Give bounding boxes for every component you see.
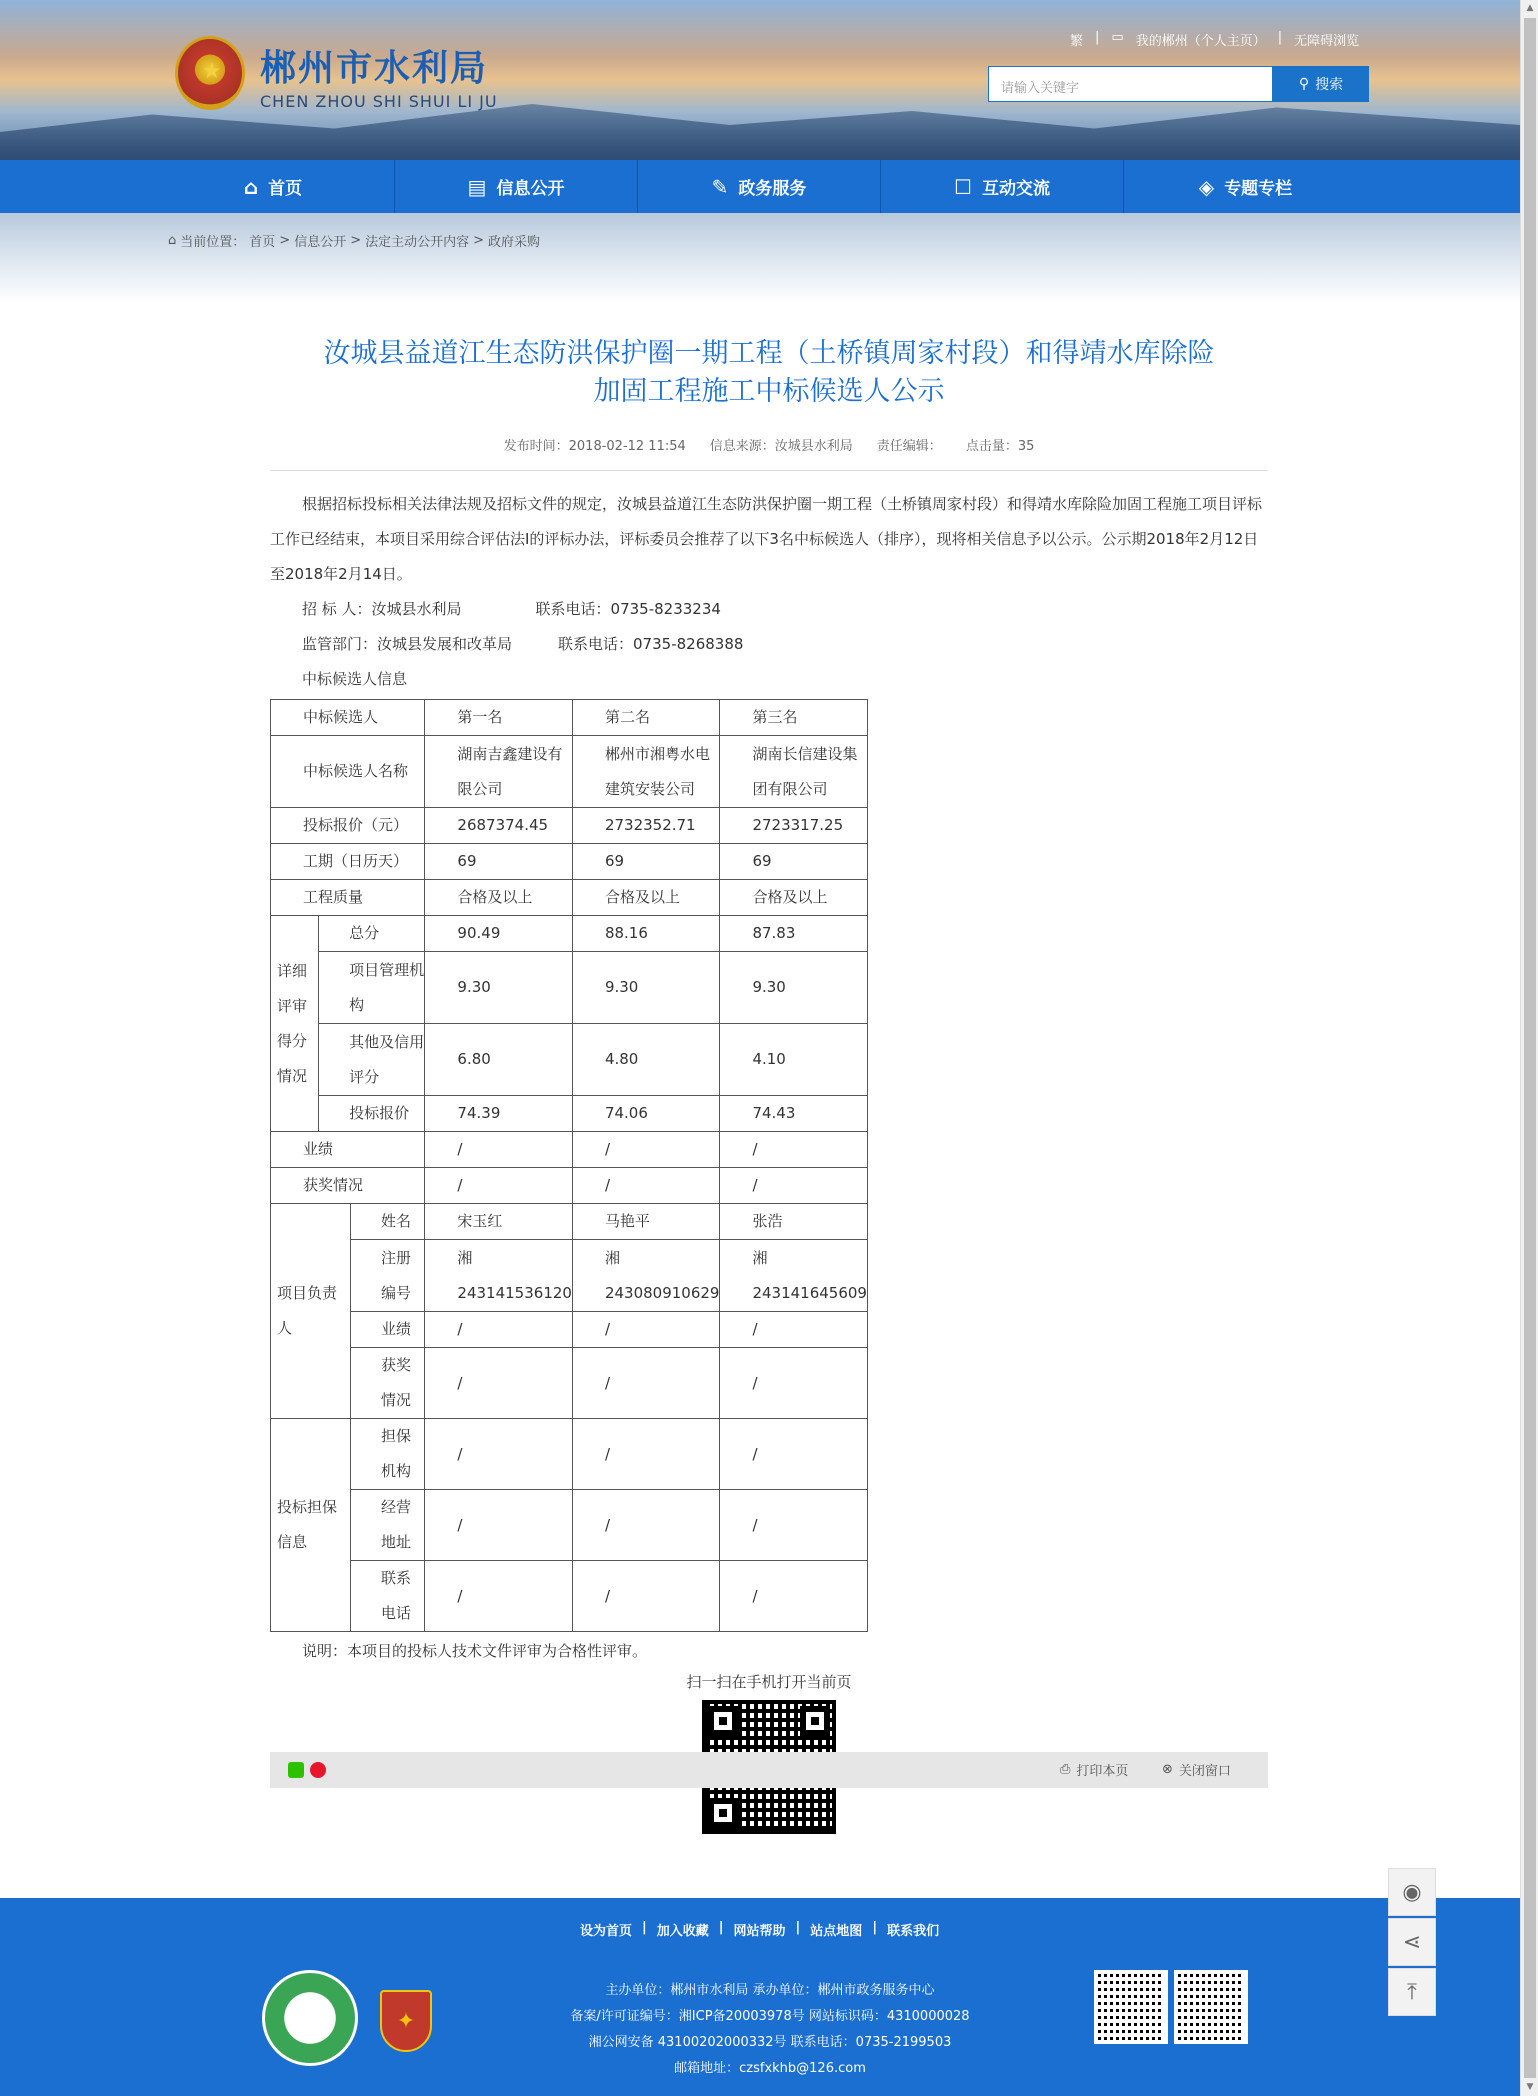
- national-emblem-icon: ★: [175, 36, 245, 110]
- nav-item-label: 信息公开: [496, 179, 565, 199]
- table-row: 其他及信用评分 6.80 4.80 4.10: [271, 1024, 868, 1096]
- nav-item-label: 首页: [268, 179, 303, 199]
- home-icon: ⌂: [243, 174, 259, 199]
- breadcrumb: ⌂ 当前位置： 首页 > 信息公开 > 法定主动公开内容 > 政府采购: [168, 233, 541, 250]
- monitor-icon: ▭: [1111, 30, 1124, 45]
- breadcrumb-item-procurement[interactable]: 政府采购: [488, 235, 541, 250]
- supervisor-line: 监管部门：汝城县发展和改革局 联系电话：0735-8268388: [302, 635, 744, 653]
- traditional-chinese-link[interactable]: 繁: [1070, 34, 1084, 49]
- nav-item-label: 专题专栏: [1224, 179, 1293, 199]
- site-subtitle: CHEN ZHOU SHI SHUI LI JU: [260, 92, 498, 111]
- divider: [270, 470, 1268, 471]
- table-row: 工程质量 合格及以上 合格及以上 合格及以上: [271, 880, 868, 916]
- back-to-top-icon[interactable]: ⤒: [1388, 1968, 1436, 2016]
- tenderer-line: 招 标 人：汝城县水利局 联系电话：0735-8233234: [302, 600, 721, 618]
- scrollbar-thumb[interactable]: [1524, 18, 1536, 2078]
- nav-item-special-topics[interactable]: [1124, 160, 1367, 213]
- footer-icp[interactable]: 备案/许可证编号：湘ICP备20003978号 网站标识码：4310000028: [570, 2009, 970, 2024]
- table-row: 业绩 / / /: [271, 1312, 868, 1348]
- nav-item-home[interactable]: [152, 160, 395, 213]
- printer-icon: ⎙: [1060, 1762, 1071, 1777]
- top-links: 繁 | ▭ 我的郴州（个人主页） | 无障碍浏览: [1070, 30, 1360, 49]
- footer-link-contact[interactable]: 联系我们: [887, 1924, 940, 1939]
- article-body: [270, 487, 1268, 1632]
- table-row: 业绩 / / /: [271, 1132, 868, 1168]
- footer-links: 设为首页 | 加入收藏 | 网站帮助 | 站点地图 | 联系我们: [580, 1920, 940, 1939]
- article-meta: [270, 435, 1268, 454]
- table-row: 投标报价（元） 2687374.45 2732352.71 2723317.25: [271, 808, 868, 844]
- table-caption: 中标候选人信息: [302, 670, 408, 688]
- scroll-up-icon[interactable]: ▲: [1526, 3, 1534, 13]
- search-input[interactable]: 请输入关键字: [988, 66, 1273, 102]
- intro-paragraph: 根据招标投标相关法律法规及招标文件的规定，汝城县益道江生态防洪保护圈一期工程（土桥镇周家村段）和得靖水库除险加固工程施工项目评标工作已经结束，本项目采用综合评估法Ⅰ的评标办法，评标委员会推荐了以下3名中标候选人（排序），现将相关信息予以公示。公示期2018年2月12日至2018年2月14日。: [270, 495, 1263, 583]
- nav-item-label: 互动交流: [981, 179, 1050, 199]
- floating-tools: [1388, 1868, 1436, 2016]
- site-footer: [0, 1898, 1520, 2096]
- layers-icon: ◈: [1198, 174, 1215, 199]
- table-row: 项目负责人 姓名 宋玉红 马艳平 张浩: [271, 1204, 868, 1240]
- table-row: 中标候选人名称 湖南吉鑫建设有限公司 郴州市湘粤水电建筑安装公司 湖南长信建设集团有限公司: [271, 736, 868, 808]
- click-count: 点击量：35: [965, 439, 1035, 454]
- nav-item-interaction[interactable]: [881, 160, 1124, 213]
- publish-time: 发布时间：2018-02-12 11:54: [503, 439, 686, 454]
- footer-sponsor: 主办单位：郴州市水利局 承办单位：郴州市政务服务中心: [605, 1983, 935, 1998]
- footer-qr-code-1: [1094, 1970, 1168, 2044]
- table-row: 联系电话 / / /: [271, 1561, 868, 1632]
- article: [270, 265, 1268, 1834]
- search-button-label: 搜索: [1315, 77, 1344, 93]
- nav-item-label: 政务服务: [738, 179, 807, 199]
- footer-link-help[interactable]: 网站帮助: [733, 1924, 786, 1939]
- table-row: 工期（日历天） 69 69 69: [271, 844, 868, 880]
- party-gov-badge-icon[interactable]: ✦: [380, 1990, 432, 2052]
- print-button[interactable]: ⎙ 打印本页: [1060, 1762, 1129, 1779]
- footer-info: [510, 1978, 1030, 2082]
- table-row: 投标报价 74.39 74.06 74.43: [271, 1096, 868, 1132]
- breadcrumb-prefix: 当前位置：: [180, 235, 246, 250]
- nav-item-gov-service[interactable]: [638, 160, 881, 213]
- page-scrollbar[interactable]: [1520, 0, 1538, 2096]
- page-title: 汝城县益道江生态防洪保护圈一期工程（土桥镇周家村段）和得靖水库除险 加固工程施工中标候选人公示: [323, 338, 1215, 407]
- table-note: 说明：本项目的投标人技术文件评审为合格性评审。: [302, 1642, 648, 1660]
- search-button[interactable]: [1273, 66, 1369, 102]
- chat-icon: ☐: [954, 174, 972, 199]
- my-chenzhou-link[interactable]: 我的郴州（个人主页）: [1135, 34, 1266, 49]
- footer-police-record[interactable]: 湘公网安备 43100202000332号 联系电话：0735-2199503: [588, 2035, 952, 2050]
- share-bar: [270, 1752, 1268, 1788]
- table-row: 注册编号 湘243141536120 湘243080910629 湘243141645609: [271, 1240, 868, 1312]
- editor: 责任编辑：: [876, 439, 942, 454]
- breadcrumb-item-statutory[interactable]: 法定主动公开内容: [365, 235, 470, 250]
- accessibility-link[interactable]: 无障碍浏览: [1294, 34, 1360, 49]
- footer-link-set-home[interactable]: 设为首页: [580, 1924, 633, 1939]
- breadcrumb-item-home[interactable]: 首页: [249, 235, 276, 250]
- nav-item-info-public[interactable]: [395, 160, 638, 213]
- footer-qr-code-2: [1174, 1970, 1248, 2044]
- table-row: 获奖情况 / / /: [271, 1168, 868, 1204]
- scroll-down-icon[interactable]: ▼: [1526, 2082, 1534, 2092]
- table-row: 获奖情况 / / /: [271, 1348, 868, 1419]
- edit-icon: ✎: [711, 174, 729, 199]
- home-icon: ⌂: [168, 233, 177, 248]
- table-row: 中标候选人 第一名 第二名 第三名: [271, 700, 868, 736]
- breadcrumb-item-info-public[interactable]: 信息公开: [294, 235, 347, 250]
- close-window-button[interactable]: ⊗ 关闭窗口: [1162, 1762, 1231, 1779]
- table-row: 投标担保信息 担保机构 / / /: [271, 1419, 868, 1490]
- civilized-unit-badge-icon[interactable]: [262, 1970, 358, 2066]
- wechat-icon[interactable]: ◉: [1388, 1868, 1436, 1916]
- main-nav: [0, 160, 1520, 213]
- document-icon: ▤: [467, 174, 487, 199]
- table-row: 项目管理机构 9.30 9.30 9.30: [271, 952, 868, 1024]
- close-icon: ⊗: [1162, 1762, 1173, 1777]
- weibo-share-icon[interactable]: [310, 1762, 326, 1778]
- site-title[interactable]: 郴州市水利局: [260, 48, 489, 89]
- candidate-table: [270, 699, 868, 1632]
- qr-label: 扫一扫在手机打开当前页: [686, 1673, 852, 1691]
- info-source: 信息来源：汝城县水利局: [709, 439, 853, 454]
- search-icon: ⚲: [1298, 76, 1310, 92]
- table-row: 详细评审得分情况 总分 90.49 88.16 87.83: [271, 916, 868, 952]
- site-header: [0, 0, 1520, 160]
- wechat-share-icon[interactable]: [288, 1762, 304, 1778]
- footer-link-sitemap[interactable]: 站点地图: [810, 1924, 863, 1939]
- footer-email: 邮箱地址：czsfxkhb@126.com: [674, 2061, 866, 2076]
- table-row: 经营地址 / / /: [271, 1490, 868, 1561]
- footer-link-bookmark[interactable]: 加入收藏: [656, 1924, 709, 1939]
- share-icon[interactable]: ⋖: [1388, 1918, 1436, 1966]
